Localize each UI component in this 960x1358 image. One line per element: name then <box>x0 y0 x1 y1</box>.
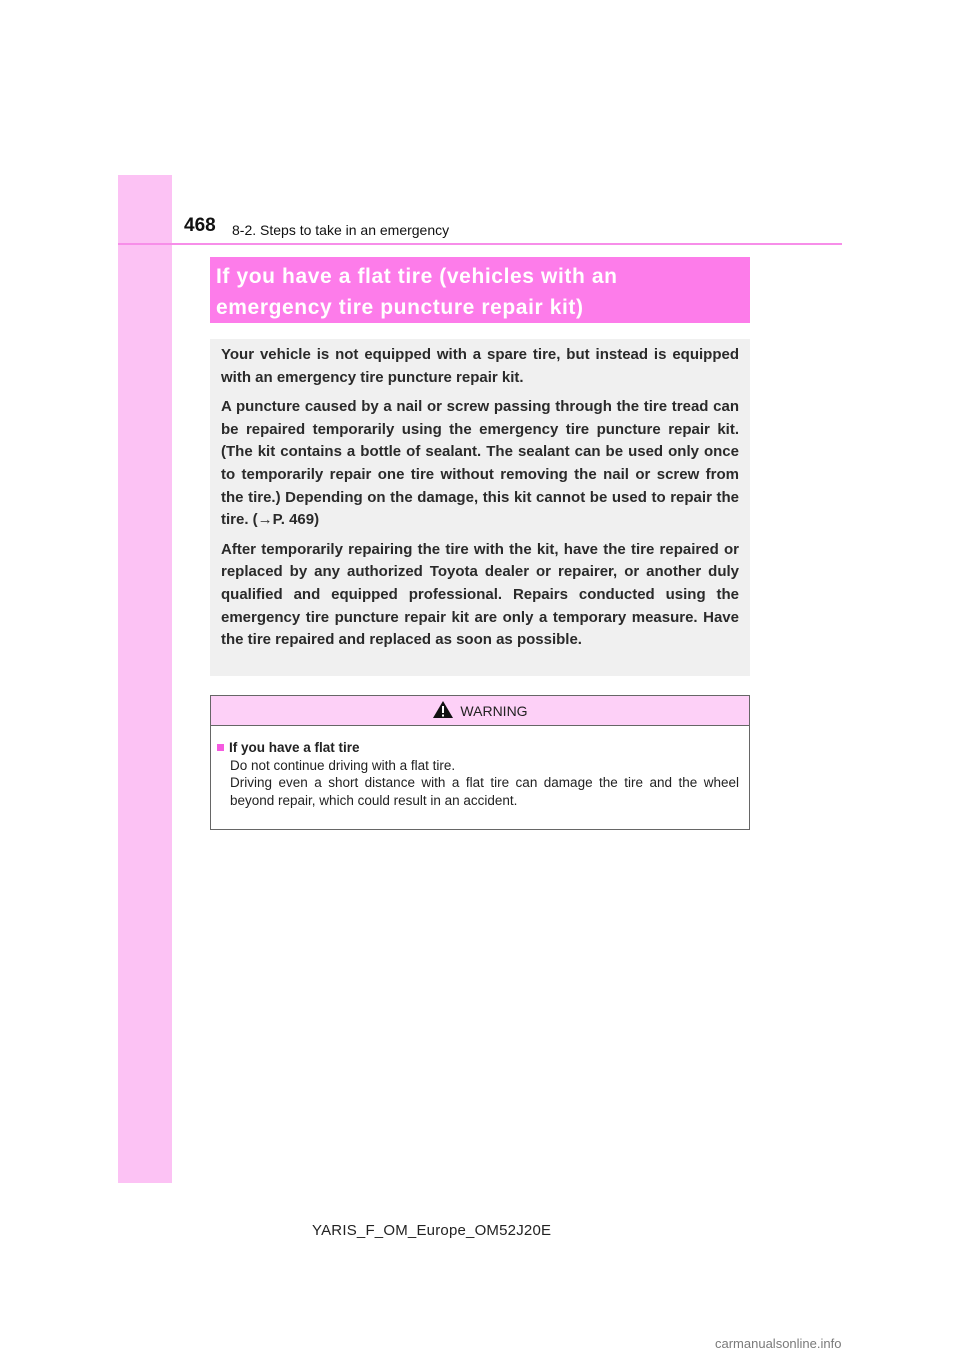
warning-body <box>211 726 749 809</box>
footer-document-code: YARIS_F_OM_Europe_OM52J20E <box>312 1222 552 1239</box>
intro-paragraph-2: A puncture caused by a nail or screw passing through the tire tread can be repaired temporarily using the emergency tire puncture repair kit. (The kit contains a bottle of sealant. The sealant can be used only once to temporarily repair one tire without removing the nail or screw from the tire.) Depending on the damage, this kit cannot be used to repair the tire. (→P. 469) <box>221 398 739 529</box>
intro-box <box>210 339 750 676</box>
side-color-band <box>118 175 172 1183</box>
watermark-text: carmanualsonline.info <box>715 1336 842 1351</box>
intro-paragraph-3: After temporarily repairing the tire with the kit, have the tire repaired or replaced by any authorized Toyota dealer or repairer, or another duly qualified and equipped professional. Repairs conducted using the emergency tire puncture repair kit are only a temporary measure. Have the tire repaired and replaced as soon as possible. <box>221 540 739 649</box>
warning-subhead-text: If you have a flat tire <box>229 740 360 755</box>
page-title <box>210 257 750 323</box>
warning-line-1: Do not continue driving with a flat tire. <box>230 757 456 773</box>
warning-subhead <box>217 739 739 757</box>
page-number: 468 <box>184 215 216 236</box>
intro-paragraph-1: Your vehicle is not equipped with a spare tire, but instead is equipped with an emergency tire puncture repair kit. <box>221 346 739 386</box>
square-bullet-icon <box>217 744 224 751</box>
warning-label: WARNING <box>460 702 528 719</box>
warning-header <box>211 696 749 726</box>
warning-text <box>217 757 739 810</box>
warning-box <box>210 695 750 830</box>
section-label: 8-2. Steps to take in an emergency <box>232 222 450 238</box>
page-title-line-1: If you have a flat tire (vehicles with an <box>216 265 618 288</box>
warning-triangle-icon <box>432 700 454 719</box>
header-divider <box>118 243 842 245</box>
warning-line-2: Driving even a short distance with a flat tire can damage the tire and the wheel beyond repair, which could result in an accident. <box>230 775 739 808</box>
page-title-line-2: emergency tire puncture repair kit) <box>216 296 584 319</box>
